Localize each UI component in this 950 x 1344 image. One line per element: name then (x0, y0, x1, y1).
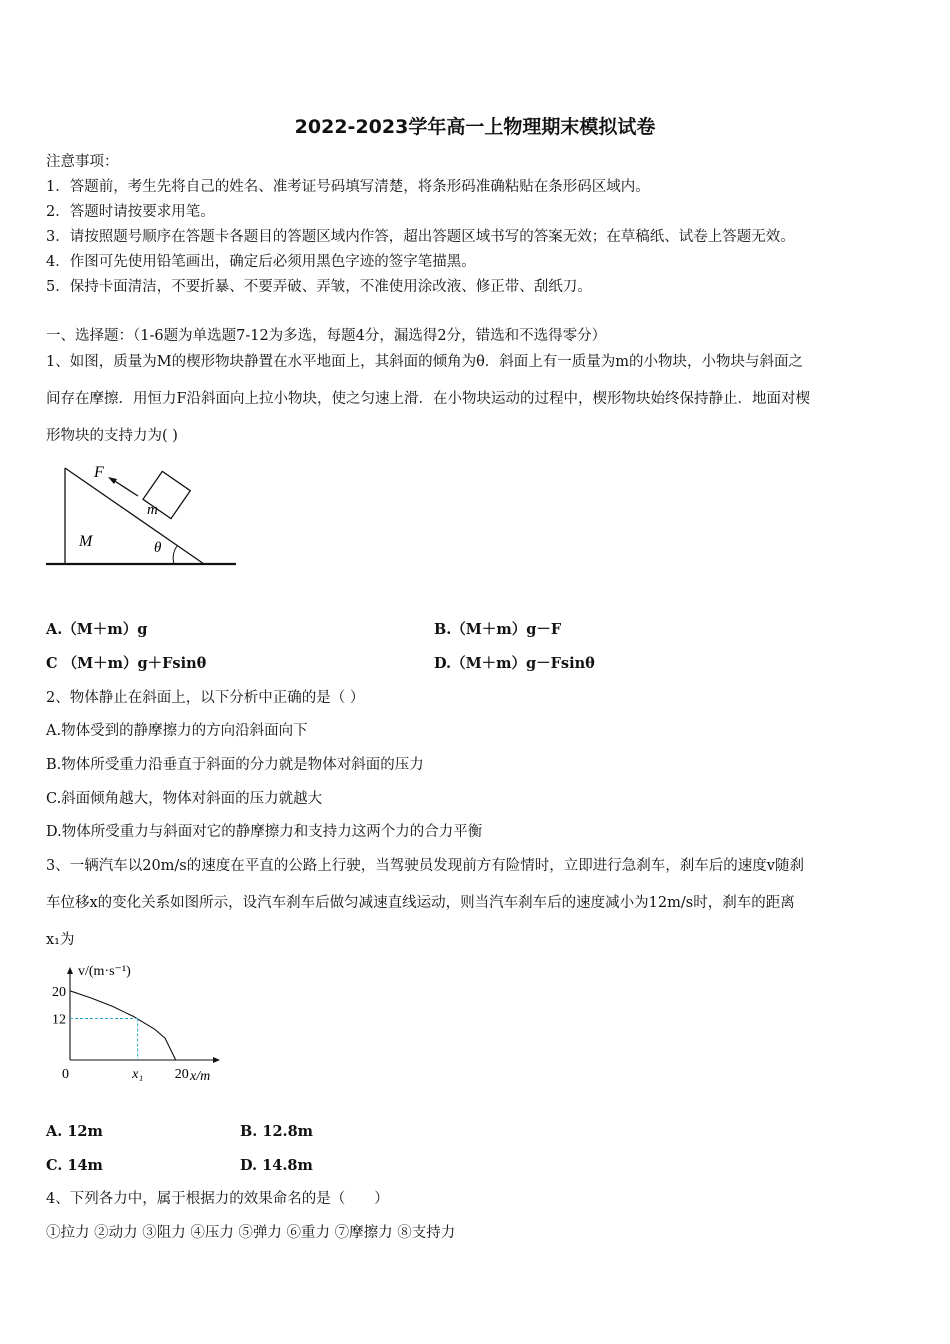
q3-stem-line: 3、一辆汽车以20m/s的速度在平直的公路上行驶，当驾驶员发现前方有险情时，立即进行急刹车，刹车后的速度v随刹 (46, 858, 804, 874)
x-axis-arrow (213, 1057, 220, 1063)
x-axis-label: x/m (190, 1069, 211, 1084)
force-arrowhead (108, 477, 117, 484)
q1-option-a: A.（M＋m）g (46, 621, 148, 638)
q3-option-d: D. 14.8m (240, 1157, 313, 1174)
notice-item: 4．作图可先使用铅笔画出，确定后必须用黑色字迹的签字笔描黑。 (46, 254, 476, 270)
q3-option-b: B. 12.8m (240, 1123, 314, 1140)
wedge-label: M (79, 533, 93, 550)
section-heading: 一、选择题：（1-6题为单选题7-12为多选，每题4分，漏选得2分，错选和不选得零分） (46, 328, 607, 344)
velocity-curve (70, 991, 176, 1060)
block-label: m (147, 502, 158, 518)
q1-stem-line: 间存在摩擦．用恒力F沿斜面向上拉小物块，使之匀速上滑．在小物块运动的过程中，楔形物块始终保持静止．地面对楔 (46, 391, 811, 407)
q1-option-b: B.（M＋m）g－F (434, 621, 562, 638)
notice-item: 3．请按照题号顺序在答题卡各题目的答题区域内作答，超出答题区域书写的答案无效；在草稿纸、试卷上答题无效。 (46, 229, 795, 245)
notice-item: 1．答题前，考生先将自己的姓名、准考证号码填写清楚，将条形码准确粘贴在条形码区域内。 (46, 179, 650, 195)
q4-items: ①拉力 ②动力 ③阻力 ④压力 ⑤弹力 ⑥重力 ⑦摩擦力 ⑧支持力 (46, 1225, 456, 1241)
x-tick-20: 20 (174, 1067, 189, 1082)
q3-option-c: C. 14m (46, 1157, 103, 1174)
force-label: F (94, 464, 104, 481)
q1-wedge-diagram (44, 456, 240, 574)
angle-label: θ (154, 540, 162, 556)
q1-option-d: D.（M＋m）g－Fsinθ (434, 655, 595, 672)
angle-arc (173, 546, 177, 564)
y-tick-20: 20 (52, 984, 66, 1000)
y-axis-label: v/(m·s⁻¹) (78, 964, 131, 979)
q1-option-c: C （M＋m）g＋Fsinθ (46, 655, 207, 672)
q1-stem-line: 形物块的支持力为( ) (46, 428, 178, 444)
origin-label: 0 (62, 1067, 69, 1082)
notice-item: 2．答题时请按要求用笔。 (46, 204, 215, 220)
q2-option-b: B.物体所受重力沿垂直于斜面的分力就是物体对斜面的压力 (46, 757, 424, 773)
q1-stem-line: 1、如图，质量为M的楔形物块静置在水平地面上，其斜面的倾角为θ．斜面上有一质量为m的小物块，小物块与斜面之 (46, 354, 804, 370)
q3-stem-line: x₁为 (46, 932, 75, 948)
x-tick-x1: x₁ (132, 1067, 144, 1082)
notice-item: 5．保持卡面清洁，不要折暴、不要弄破、弄皱，不准使用涂改液、修正带、刮纸刀。 (46, 279, 592, 295)
q2-option-c: C.斜面倾角越大，物体对斜面的压力就越大 (46, 791, 323, 807)
q3-velocity-displacement-chart (40, 958, 230, 1088)
page-title: 2022-2023学年高一上物理期末模拟试卷 (294, 116, 656, 138)
y-axis-arrow (67, 967, 73, 974)
y-tick-12: 12 (52, 1012, 66, 1028)
q3-stem-line: 车位移x的变化关系如图所示，设汽车刹车后做匀减速直线运动，则当汽车刹车后的速度减小为12m/s时，刹车的距离 (46, 895, 795, 911)
q4-stem: 4、下列各力中，属于根据力的效果命名的是（ ） (46, 1191, 389, 1207)
q2-option-a: A.物体受到的静摩擦力的方向沿斜面向下 (46, 723, 308, 739)
q2-stem: 2、物体静止在斜面上，以下分析中正确的是（ ） (46, 690, 365, 706)
q2-option-d: D.物体所受重力与斜面对它的静摩擦力和支持力这两个力的合力平衡 (46, 824, 483, 840)
q3-option-a: A. 12m (46, 1123, 103, 1140)
notice-heading: 注意事项： (46, 154, 119, 170)
